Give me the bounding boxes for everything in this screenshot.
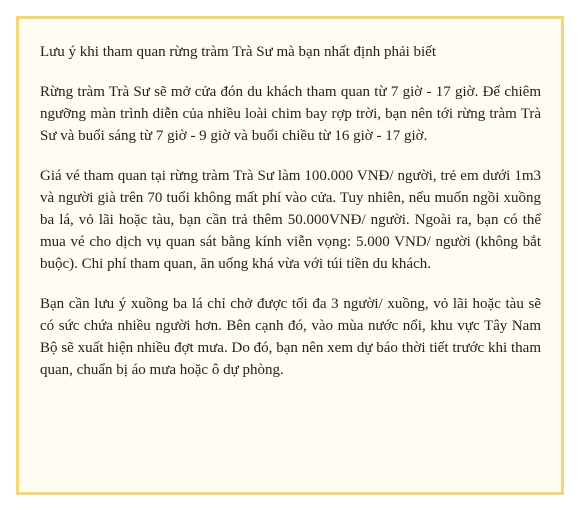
note-box	[16, 16, 564, 495]
paragraph-boat-weather-tips: Bạn cần lưu ý xuồng ba lá chỉ chở được tối đa 3 người/ xuồng, vỏ lãi hoặc tàu sẽ có sức chứa nhiều người hơn. Bên cạnh đó, vào mùa nước nổi, khu vực Tây Nam Bộ sẽ xuất hiện nhiều đợt mưa. Do đó, bạn nên xem dự báo thời tiết trước khi tham quan, chuẩn bị áo mưa hoặc ô dự phòng.	[40, 296, 541, 378]
paragraph-ticket-prices: Giá vé tham quan tại rừng tràm Trà Sư làm 100.000 VNĐ/ người, trẻ em dưới 1m3 và người già trên 70 tuổi không mất phí vào cửa. Tuy nhiên, nếu muốn ngồi xuồng ba lá, vỏ lãi hoặc tàu, bạn cần trả thêm 50.000VNĐ/ người. Ngoài ra, bạn có thể mua vé cho dịch vụ quan sát bằng kính viễn vọng: 5.000 VND/ người (không bắt buộc). Chi phí tham quan, ăn uống khá vừa với túi tiền du khách.	[40, 168, 541, 272]
note-title: Lưu ý khi tham quan rừng tràm Trà Sư mà bạn nhất định phải biết	[40, 44, 437, 60]
paragraph-opening-hours: Rừng tràm Trà Sư sẽ mở cửa đón du khách tham quan từ 7 giờ - 17 giờ. Để chiêm ngưỡng màn trình diễn của nhiều loài chim bay rợp trời, bạn nên tới rừng tràm Trà Sư và buổi sáng từ 7 giờ - 9 giờ và buổi chiều từ 16 giờ - 17 giờ.	[40, 84, 541, 144]
